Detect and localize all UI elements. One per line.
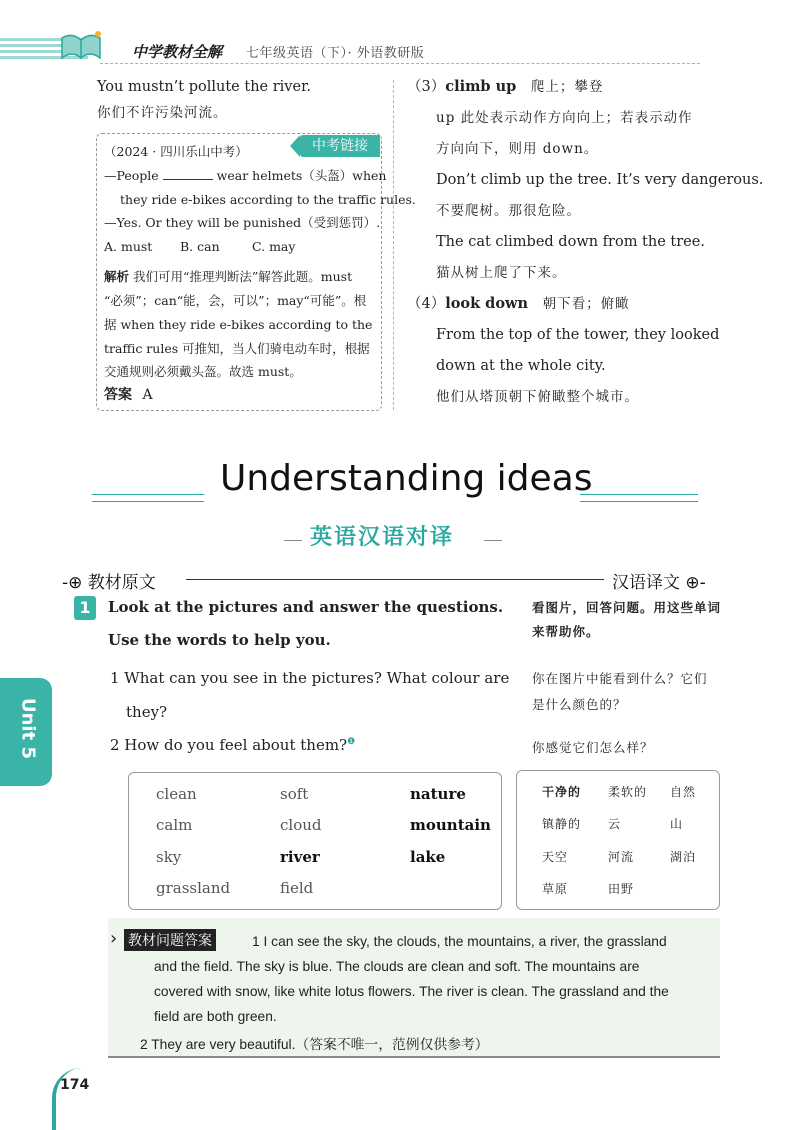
word-cn-grassland: 草原 — [542, 882, 569, 896]
header-title: 中学教材全解 — [132, 43, 223, 61]
item-3-meaning: 爬上；攀登 — [530, 79, 604, 95]
page-number: 174 — [60, 1077, 90, 1093]
question-1-cn-b: 是什么颜色的？ — [532, 697, 627, 712]
header-divider — [100, 63, 700, 64]
left-column-head — [62, 568, 156, 593]
question-2-text: 2 How do you feel about them? — [110, 736, 348, 754]
title-rule-left — [92, 494, 204, 502]
exam-line-1a: —People — [104, 168, 159, 183]
analysis-text-1: 我们可用“推理判断法”解答此题。must — [133, 269, 353, 284]
item-3-line-2: 方向向下，则用 down。 — [436, 141, 599, 157]
item-3-line-6: 猫从树上爬了下来。 — [436, 265, 567, 281]
answer-label: 答案 — [104, 387, 132, 403]
item-3-heading — [407, 77, 603, 97]
word-mountain: mountain — [410, 816, 491, 834]
task-number-badge: 1 — [74, 596, 96, 620]
item-4-line-2: down at the whole city. — [436, 358, 606, 374]
section-title: Understanding ideas — [220, 458, 593, 499]
exam-line-1b: wear helmets（头盔）when — [216, 168, 387, 183]
answer-line-5: 2 They are very beautiful.（答案不唯一，范例仅供参考） — [140, 1037, 489, 1052]
subtitle-dash-right — [484, 540, 502, 541]
question-1b: they? — [126, 703, 168, 721]
question-2 — [110, 736, 355, 754]
word-cn-clean: 干净的 — [542, 785, 582, 799]
word-cn-field: 田野 — [608, 882, 635, 896]
answer-line — [104, 387, 153, 404]
word-clean: clean — [156, 785, 197, 803]
item-3-line-4: 不要爬树。那很危险。 — [436, 203, 581, 219]
word-cn-soft: 柔软的 — [608, 785, 648, 799]
answer-line-3: covered with snow, like white lotus flowers. The river is clean. The grassland and the — [154, 984, 669, 999]
item-4-heading — [407, 294, 630, 314]
analysis-label: 解析 — [104, 269, 130, 284]
section-subtitle: 英语汉语对译 — [310, 525, 455, 550]
arrow-down-circle-icon: -⊕ — [62, 573, 83, 593]
right-column-title: 汉语译文 — [612, 573, 680, 593]
footnote-marker: ❶ — [347, 737, 356, 747]
word-cn-cloud: 云 — [608, 817, 622, 831]
word-cn-mountain: 山 — [670, 817, 684, 831]
question-2-cn: 你感觉它们怎么样？ — [532, 740, 654, 755]
word-calm: calm — [156, 816, 193, 834]
task-line-1: Look at the pictures and answer the questions. — [108, 598, 504, 616]
left-column-title: 教材原文 — [87, 573, 156, 593]
right-column-head — [612, 568, 706, 593]
analysis-line-4: traffic rules 可推知，当人们骑电动车时，根据 — [104, 341, 370, 356]
item-4-line-1: From the top of the tower, they looked — [436, 327, 720, 343]
unit-side-label: Unit 5 — [17, 698, 39, 759]
analysis-line-5: 交通规则必须戴头盔。故选 must。 — [104, 364, 302, 379]
item-4-phrase: look down — [445, 295, 529, 312]
word-cn-nature: 自然 — [670, 785, 697, 799]
option-c: C. may — [252, 239, 296, 254]
word-cn-sky: 天空 — [542, 850, 569, 864]
item-4-line-3: 他们从塔顶朝下俯瞰整个城市。 — [436, 389, 639, 405]
exam-link-tag: 中考链接 — [300, 135, 380, 157]
analysis-line-2: “必须”；can“能，会，可以”；may“可能”。根 — [104, 293, 367, 308]
word-cn-lake: 湖泊 — [670, 850, 697, 864]
answer-value: A — [142, 387, 153, 403]
header-subtitle: 七年级英语（下）· 外语教研版 — [246, 46, 425, 61]
book-logo-icon — [58, 28, 104, 64]
task-cn-line-1: 看图片，回答问题。用这些单词 — [532, 600, 722, 615]
item-3-phrase: climb up — [445, 78, 517, 95]
word-cn-calm: 镇静的 — [542, 817, 582, 831]
item-3-number: （3） — [407, 79, 446, 95]
item-3-line-5: The cat climbed down from the tree. — [436, 234, 705, 250]
exam-line-3: —Yes. Or they will be punished（受到惩罚）. — [104, 215, 381, 230]
item-3-line-1: up 此处表示动作方向向上；若表示动作 — [436, 110, 693, 126]
word-lake: lake — [410, 848, 446, 866]
word-nature: nature — [410, 785, 466, 803]
example-chinese: 你们不许污染河流。 — [97, 105, 228, 121]
arrow-down-circle-icon: ⊕- — [685, 573, 706, 593]
item-3-line-3: Don’t climb up the tree. It’s very dangerous. — [436, 172, 764, 188]
analysis-line-3: 据 when they ride e-bikes according to the — [104, 317, 373, 332]
exam-line-2: they ride e-bikes according to the traffic rules. — [120, 192, 416, 207]
exam-line-1 — [104, 167, 386, 184]
exam-source: （2024 · 四川乐山中考） — [104, 144, 248, 159]
question-1a: 1 What can you see in the pictures? What colour are — [110, 669, 510, 687]
word-sky: sky — [156, 848, 182, 866]
subtitle-dash-left — [284, 540, 302, 541]
answer-line-2: and the field. The sky is blue. The clouds are clean and soft. The mountains are — [154, 959, 640, 974]
item-4-number: （4） — [407, 296, 446, 312]
chevron-right-icon: › — [110, 928, 118, 949]
task-line-2: Use the words to help you. — [108, 631, 331, 649]
answer-line-4: field are both green. — [154, 1009, 277, 1024]
word-cn-river: 河流 — [608, 850, 635, 864]
word-soft: soft — [280, 785, 309, 803]
option-a: A. must — [104, 239, 153, 254]
item-4-meaning: 朝下看；俯瞰 — [542, 296, 630, 312]
word-river: river — [280, 848, 320, 866]
analysis-line-1 — [104, 268, 352, 285]
answer-blank — [163, 179, 213, 180]
column-divider — [393, 80, 394, 410]
question-1-cn-a: 你在图片中能看到什么？它们 — [532, 671, 708, 686]
answer-line-1: 1 I can see the sky, the clouds, the mountains, a river, the grassland — [252, 934, 667, 949]
title-rule-right — [580, 494, 698, 502]
answer-panel-tag: 教材问题答案 — [124, 929, 216, 951]
word-field: field — [280, 879, 314, 897]
option-b: B. can — [180, 239, 220, 254]
task-cn-line-2: 来帮助你。 — [532, 624, 600, 639]
example-english: You mustn’t pollute the river. — [97, 79, 312, 95]
column-head-rule — [186, 579, 604, 580]
word-grassland: grassland — [156, 879, 231, 897]
word-cloud: cloud — [280, 816, 322, 834]
